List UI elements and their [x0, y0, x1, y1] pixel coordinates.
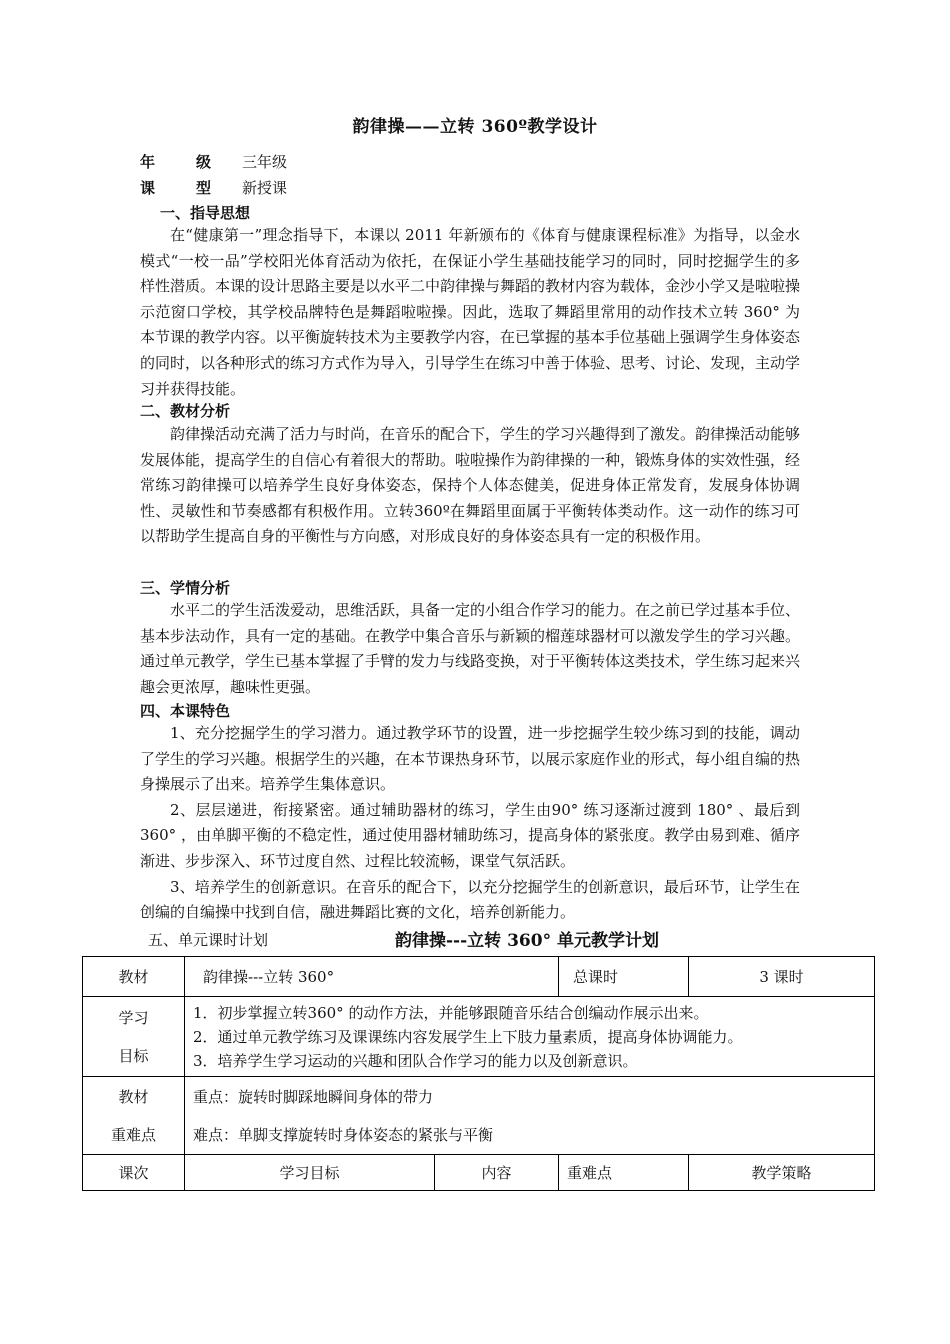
section-heading: 一、指导思想 [160, 204, 251, 222]
unit-plan-table [82, 956, 875, 1191]
key-points-cell [185, 1077, 875, 1155]
key-label-line: 重难点 [110, 1125, 156, 1144]
goal-item: 3．培养学生学习运动的兴趣和团队合作学习的能力以及创新意识。 [193, 1051, 638, 1070]
table-row [83, 957, 875, 997]
paragraph: 在“健康第一”理念指导下，本课以 2011 年新颁布的《体育与健康课程标准》为指导，以金水模式“一校一品”学校阳光体育活动为依托，在保证小学生基础技能学习的同时，同时挖掘学生的多样性潜质。本课的设计思路主要是以水平二中韵律操与舞蹈的教材内容为载体，金沙小学又是啦啦操示范窗口学校，其学校品牌特色是舞蹈啦啦操。因此，选取了舞蹈里常用的动作技术立转 360° 为本节课的教学内容。以平衡旋转技术为主要教学内容，在已掌握的基本手位基础上强调学生身体姿态的同时，以各种形式的练习方式作为导入，引导学生在练习中善于体验、思考、讨论、发现，主动学习并获得技能。 [140, 226, 801, 398]
paragraph: 1、充分挖掘学生的学习潜力。通过教学环节的设置，进一步挖掘学生较少练习到的技能，调动了学生的学习兴趣。根据学生的兴趣，在本节课热身环节，以展示家庭作业的形式，每小组自编的热身操展示了出来。培养学生集体意识。 [140, 724, 801, 794]
type-label-1: 课 [140, 179, 156, 197]
column-header: 重难点 [559, 1155, 689, 1191]
section-heading: 四、本课特色 [140, 702, 231, 720]
column-header: 内容 [435, 1155, 559, 1191]
paragraph: 2、层层递进，衔接紧密。通过辅助器材的练习，学生由90° 练习逐渐过渡到 180° 、最后到 360° ，由单脚平衡的不稳定性，通过使用器材辅助练习，提高身体的紧张度。教学由易到难、循序渐进、步步深入、环节过度自然、过程比较流畅，课堂气氛活跃。 [140, 800, 800, 870]
table-row [83, 997, 875, 1077]
key-label-line: 教材 [118, 1087, 149, 1106]
section-body [140, 598, 800, 700]
paragraph: 水平二的学生活泼爱动，思维活跃，具备一定的小组合作学习的能力。在之前已学过基本手位、基本步法动作，具有一定的基础。在教学中集合音乐与新颖的榴莲球器材可以激发学生的学习兴趣。通过单元教学，学生已基本掌握了手臂的发力与线路变换，对于平衡转体这类技术，学生练习起来兴趣会更浓厚，趣味性更强。 [140, 601, 801, 696]
section-body [140, 721, 800, 926]
goals-label [83, 997, 185, 1077]
grade-value: 三年级 [242, 153, 288, 171]
type-value: 新授课 [242, 179, 288, 197]
goals-cell [185, 997, 875, 1077]
key-point: 重点：旋转时脚踩地瞬间身体的带力 [193, 1087, 434, 1106]
total-hours-label: 总课时 [559, 957, 689, 997]
document-title: 韵律操——立转 360º教学设计 [352, 117, 598, 137]
paragraph: 3、培养学生的创新意识。在音乐的配合下，以充分挖掘学生的创新意识，最后环节，让学生在创编的自编操中找到自信，融进舞蹈比赛的文化，培养创新能力。 [140, 877, 800, 922]
column-header: 学习目标 [185, 1155, 435, 1191]
section5-heading: 五、单元课时计划 [148, 931, 269, 949]
goal-item: 1．初步掌握立转360° 的动作方法，并能够跟随音乐结合创编动作展示出来。 [193, 1003, 709, 1022]
material-value: 韵律操---立转 360° [185, 957, 559, 997]
section-heading: 二、教材分析 [140, 402, 231, 420]
section-body [140, 422, 800, 550]
table-row [83, 1077, 875, 1155]
section-heading: 三、学情分析 [140, 579, 231, 597]
grade-label-1: 年 [140, 153, 156, 171]
difficult-point: 难点：单脚支撑旋转时身体姿态的紧张与平衡 [193, 1125, 494, 1144]
goals-label-line: 学习 [118, 1008, 149, 1027]
section-body [140, 223, 800, 402]
key-label [83, 1077, 185, 1155]
paragraph: 韵律操活动充满了活力与时尚，在音乐的配合下，学生的学习兴趣得到了激发。韵律操活动能够发展体能，提高学生的自信心有着很大的帮助。啦啦操作为韵律操的一种，锻炼身体的实效性强，经常练习韵律操可以培养学生良好身体姿态，保持个人体态健美，促进身体正常发育，发展身体协调性、灵敏性和节奏感都有积极作用。立转360º在舞蹈里面属于平衡转体类动作。这一动作的练习可以帮助学生提高自身的平衡性与方向感，对形成良好的身体姿态具有一定的积极作用。 [140, 425, 801, 546]
goal-item: 2．通过单元教学练习及课课练内容发展学生上下肢力量素质，提高身体协调能力。 [193, 1027, 743, 1046]
type-label-2: 型 [196, 179, 212, 197]
table-header-row [83, 1155, 875, 1191]
goals-label-line: 目标 [118, 1046, 149, 1065]
lesson-type-row [140, 177, 287, 198]
grade-row [140, 151, 287, 172]
column-header: 教学策略 [689, 1155, 875, 1191]
total-hours-value: 3 课时 [689, 957, 875, 997]
plan-title: 韵律操---立转 360° 单元教学计划 [395, 931, 659, 951]
material-label: 教材 [83, 957, 185, 997]
grade-label-2: 级 [196, 153, 212, 171]
column-header: 课次 [83, 1155, 185, 1191]
